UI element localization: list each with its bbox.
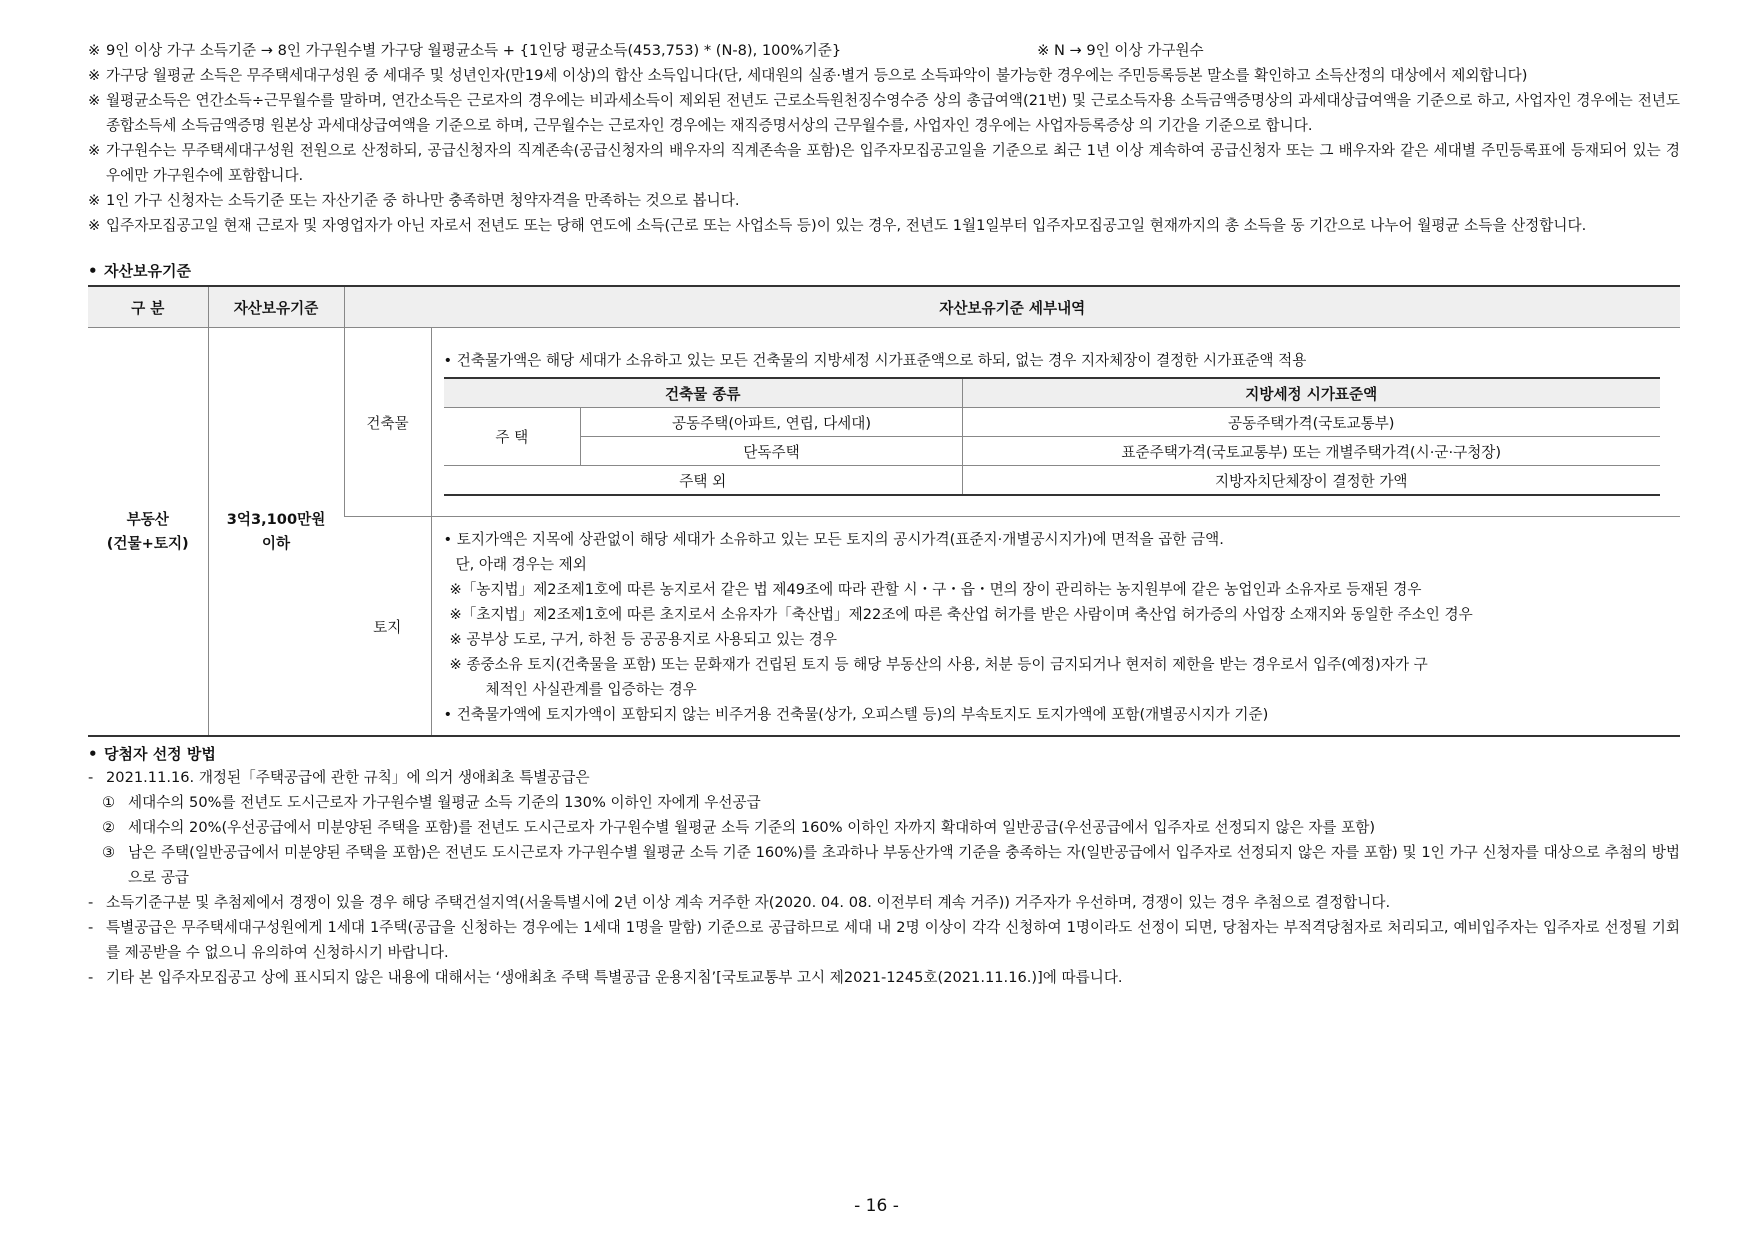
selection-dash-item — [88, 915, 1680, 965]
step-number: ① — [102, 794, 116, 811]
bullet-icon: • — [88, 262, 98, 280]
land-label: 토지 — [373, 618, 402, 636]
note-text: 9인 이상 가구 소득기준 → 8인 가구원수별 가구당 월평균소득 + {1인당 평균소득(453,753) * (N-8), 100%기준} — [106, 42, 842, 59]
document-page — [88, 38, 1680, 990]
land-exception-cont: 체적인 사실관계를 입증하는 경우 — [485, 681, 697, 698]
note-text: 가구당 월평균 소득은 무주택세대구성원 중 세대주 및 성년인자(만19세 이상)의 합산 소득입니다(단, 세대원의 실종·별거 등으로 소득파악이 불가능한 경우에는 주민등록등본 말소를 확인하고 소득산정의 대상에서 제외합니다) — [106, 67, 1528, 84]
inner-row — [444, 466, 1660, 496]
page-number: - 16 - — [854, 1196, 899, 1216]
category-sublabel: (건물+토지) — [106, 534, 189, 552]
inner-col-header: 건축물 종류 — [444, 378, 963, 408]
building-value-table — [444, 377, 1660, 496]
step-number: ② — [102, 819, 116, 836]
section-heading: 자산보유기준 — [104, 262, 191, 280]
selection-section-title — [88, 743, 1680, 765]
land-note: • 건축물가액에 토지가액이 포함되지 않는 비주거용 건축물(상가, 오피스텔 등)의 부속토지도 토지가액에 포함(개별공시지가 기준) — [443, 706, 1269, 723]
building-detail-cell — [431, 328, 1680, 517]
building-desc: • 건축물가액은 해당 세대가 소유하고 있는 모든 건축물의 지방세정 시가표준액으로 하되, 없는 경우 지자체장이 결정한 시가표준액 적용 — [443, 352, 1307, 369]
land-exception: ※ 공부상 도로, 구거, 하천 등 공공용지로 사용되고 있는 경우 — [449, 631, 838, 648]
building-type: 공동주택(아파트, 연립, 다세대) — [581, 408, 963, 437]
selection-note: 특별공급은 무주택세대구성원에게 1세대 1주택(공급을 신청하는 경우에는 1세대 1명을 말함) 기준으로 공급하므로 세대 내 2명 이상이 각각 신청하여 1명이라도 선정이 되면, 당첨자는 부적격당첨자로 처리되고, 예비입주자는 입주자로 선정될 기회를 제공받을 수 없으니 유의하여 신청하시기 바랍니다. — [106, 919, 1680, 961]
note-mark: ※ — [88, 92, 101, 109]
dash-mark: - — [88, 894, 94, 911]
standard-price: 표준주택가격(국토교통부) 또는 개별주택가격(시·군·구청장) — [963, 437, 1660, 466]
dash-mark: - — [88, 969, 94, 986]
building-label: 건축물 — [366, 414, 409, 432]
note-mark: ※ — [88, 67, 101, 84]
asset-table-header — [88, 286, 1680, 328]
dash-mark: - — [88, 769, 94, 786]
note-mark: ※ — [88, 217, 101, 234]
col-header: 자산보유기준 세부내역 — [344, 286, 1680, 328]
note-item — [88, 138, 1680, 188]
selection-dash-item — [88, 890, 1680, 915]
selection-step — [88, 790, 1680, 815]
land-exception-intro: 단, 아래 경우는 제외 — [455, 556, 587, 573]
note-mark: ※ — [88, 42, 101, 59]
asset-section-title — [88, 260, 1680, 282]
selection-dash-item — [88, 765, 1680, 790]
income-notes — [88, 38, 1680, 238]
land-exception: ※ 종중소유 토지(건축물을 포함) 또는 문화재가 건립된 토지 등 해당 부동산의 사용, 처분 등이 금지되거나 현저히 제한을 받는 경우로서 입주(예정)자가 구 — [449, 656, 1428, 673]
inner-row — [444, 437, 1660, 466]
land-detail-cell — [431, 517, 1680, 737]
selection-list — [88, 765, 1680, 990]
dash-mark: - — [88, 919, 94, 936]
step-text: 세대수의 50%를 전년도 도시근로자 가구원수별 월평균 소득 기준의 130% 이하인 자에게 우선공급 — [128, 794, 761, 811]
limit-cell — [208, 328, 344, 737]
inner-row — [444, 408, 1660, 437]
standard-price: 공동주택가격(국토교통부) — [963, 408, 1660, 437]
limit-suffix: 이하 — [261, 534, 291, 552]
note-item — [88, 88, 1680, 138]
inner-col-header: 지방세정 시가표준액 — [963, 378, 1660, 408]
selection-step — [88, 815, 1680, 840]
land-exception: ※「초지법」제2조제1호에 따른 초지로서 소유자가「축산법」제22조에 따른 축산업 허가를 받은 사람이며 축산업 허가증의 사업장 소재지와 동일한 주소인 경우 — [449, 606, 1473, 623]
col-header: 자산보유기준 — [208, 286, 344, 328]
note-mark: ※ — [88, 142, 101, 159]
building-type: 단독주택 — [581, 437, 963, 466]
land-label-cell — [344, 517, 431, 737]
note-text: 가구원수는 무주택세대구성원 전원으로 산정하되, 공급신청자의 직계존속(공급신청자의 배우자의 직계존속을 포함)은 입주자모집공고일을 기준으로 최근 1년 이상 계속하여 공급신청자 또는 그 배우자와 같은 세대별 주민등록표에 등재되어 있는 경우에만 가구원수에 포함합니다. — [106, 142, 1680, 184]
section-heading: 당첨자 선정 방법 — [104, 745, 216, 763]
bullet-icon: • — [88, 745, 98, 763]
step-number: ③ — [102, 844, 116, 861]
note-item — [88, 213, 1680, 238]
note-text: 1인 가구 신청자는 소득기준 또는 자산기준 중 하나만 충족하면 청약자격을 만족하는 것으로 봅니다. — [106, 192, 740, 209]
note-text: 입주자모집공고일 현재 근로자 및 자영업자가 아닌 자로서 전년도 또는 당해 연도에 소득(근로 또는 사업소득 등)이 있는 경우, 전년도 1월1일부터 입주자모집공고일 현재까지의 총 소득을 동 기간으로 나누어 월평균 소득을 산정합니다. — [106, 217, 1587, 234]
col-header: 구 분 — [88, 286, 208, 328]
note-text-secondary: ※ N → 9인 이상 가구원수 — [1037, 42, 1204, 59]
step-text: 세대수의 20%(우선공급에서 미분양된 주택을 포함)를 전년도 도시근로자 가구원수별 월평균 소득 기준의 160% 이하인 자까지 확대하여 일반공급(우선공급에서 입주자로 선정되지 않은 자를 포함) — [128, 819, 1376, 836]
selection-dash-item — [88, 965, 1680, 990]
category-label: 부동산 — [126, 510, 169, 528]
category-cell — [88, 328, 208, 737]
standard-price: 지방자치단체장이 결정한 가액 — [963, 466, 1660, 496]
building-row — [88, 328, 1680, 517]
note-mark: ※ — [88, 192, 101, 209]
land-desc: • 토지가액은 지목에 상관없이 해당 세대가 소유하고 있는 모든 토지의 공시가격(표준지·개별공시지가)에 면적을 곱한 금액. — [443, 531, 1224, 548]
selection-intro: 2021.11.16. 개정된「주택공급에 관한 규칙」에 의거 생애최초 특별공급은 — [106, 769, 590, 786]
asset-table — [88, 285, 1680, 737]
note-item — [88, 63, 1680, 88]
building-label-cell — [344, 328, 431, 517]
selection-note: 기타 본 입주자모집공고 상에 표시되지 않은 내용에 대해서는 ‘생애최초 주택 특별공급 운용지침’[국토교통부 고시 제2021-1245호(2021.11.16.)]에 따릅니다. — [106, 969, 1123, 986]
limit-value: 3억3,100만원 — [226, 510, 326, 528]
step-text: 남은 주택(일반공급에서 미분양된 주택을 포함)은 전년도 도시근로자 가구원수별 월평균 소득 기준 160%)를 초과하나 부동산가액 기준을 충족하는 자(일반공급에서 입주자로 선정되지 않은 자를 포함) 및 1인 가구 신청자를 대상으로 추첨의 방법으로 공급 — [128, 844, 1680, 886]
selection-note: 소득기준구분 및 추첨제에서 경쟁이 있을 경우 해당 주택건설지역(서울특별시에 2년 이상 계속 거주한 자(2020. 04. 08. 이전부터 계속 거주)) 거주자가 우선하며, 경쟁이 있는 경우 추첨으로 결정합니다. — [106, 894, 1391, 911]
selection-step — [88, 840, 1680, 890]
note-text: 월평균소득은 연간소득÷근무월수를 말하며, 연간소득은 근로자의 경우에는 비과세소득이 제외된 전년도 근로소득원천징수영수증 상의 총급여액(21번) 및 근로소득자용 소득금액증명상의 과세대상급여액을 기준으로 하고, 사업자인 경우에는 전년도 종합소득세 소득금액증명 원본상 과세대상급여액을 기준으로 하며, 근무월수는 근로자인 경우에는 재직증명서상의 근무월수를, 사업자인 경우에는 사업자등록증상 의 기간을 기준으로 합니다. — [106, 92, 1680, 134]
note-item — [88, 188, 1680, 213]
house-label: 주 택 — [444, 408, 581, 466]
building-type: 주택 외 — [444, 466, 963, 496]
land-exception: ※「농지법」제2조제1호에 따른 농지로서 같은 법 제49조에 따라 관할 시・구・읍・면의 장이 관리하는 농지원부에 같은 농업인과 소유자로 등재된 경우 — [449, 581, 1422, 598]
note-item — [88, 38, 1680, 63]
